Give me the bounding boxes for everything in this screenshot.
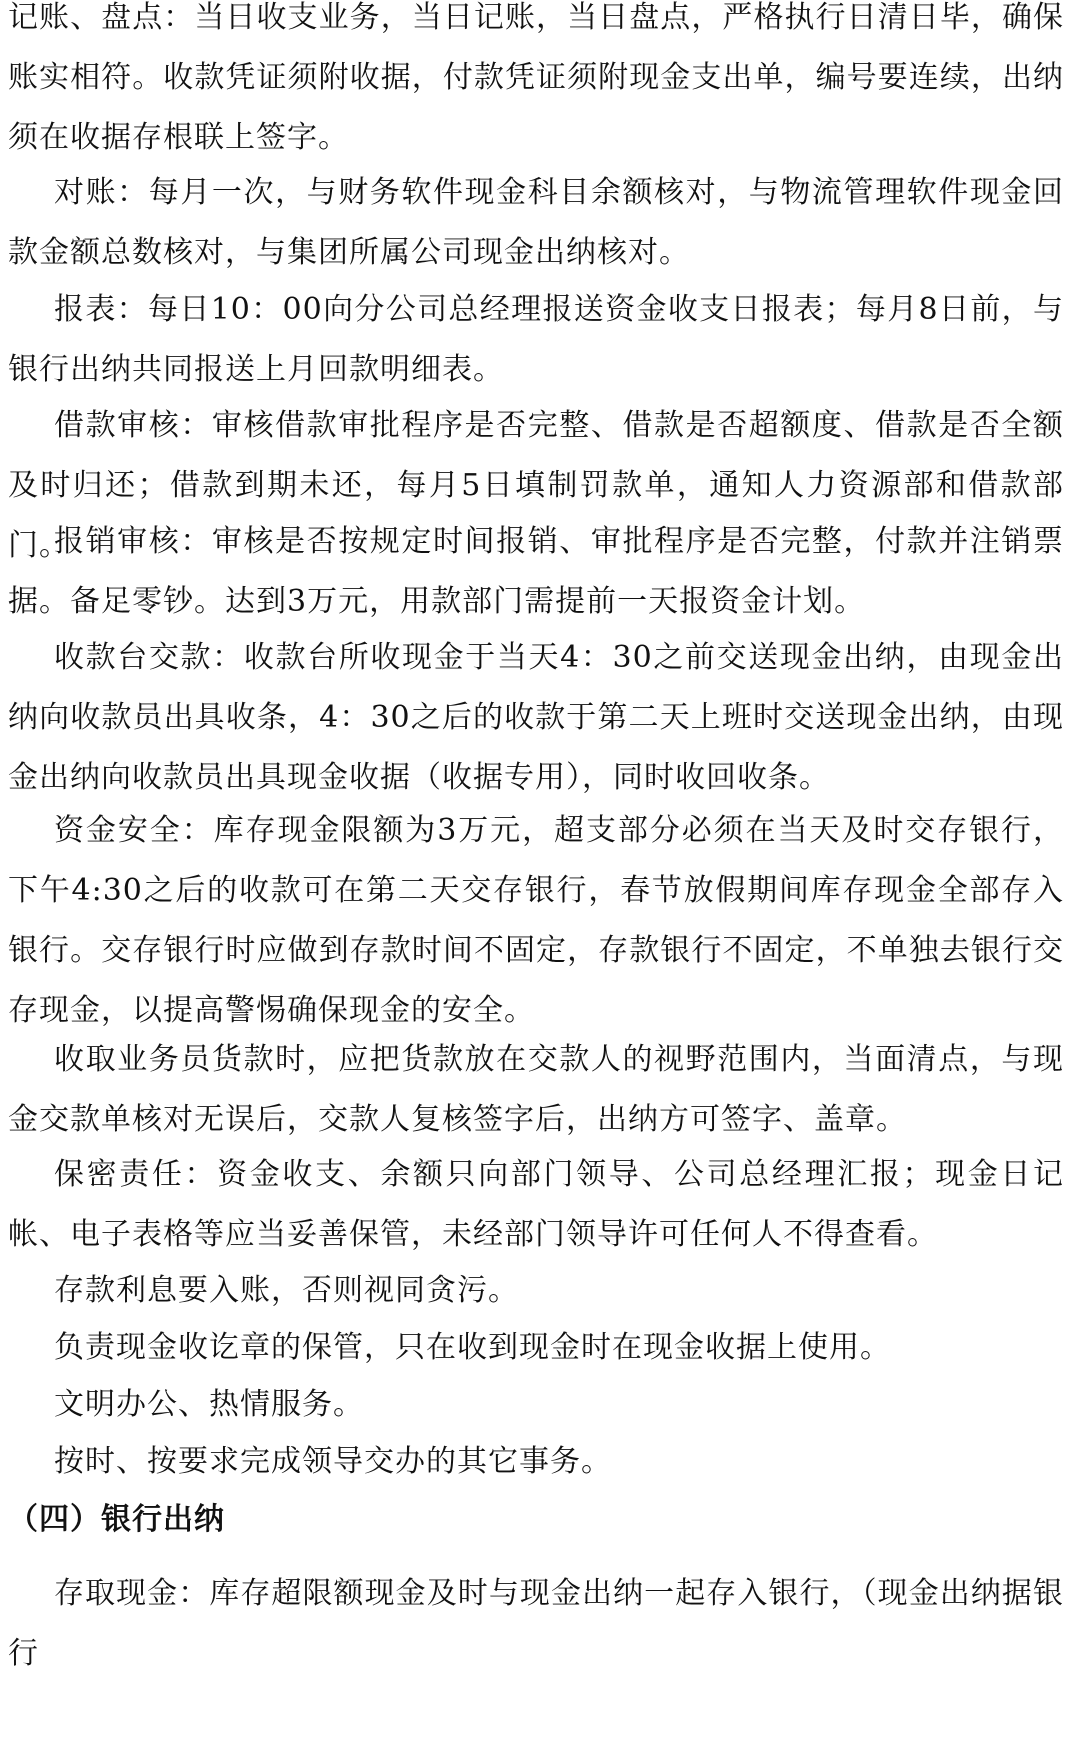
paragraph-payment-collection: 收取业务员货款时，应把货款放在交款人的视野范围内，当面清点，与现金交款单核对无误后，交款人复核签字后，出纳方可签字、盖章。 [8,1042,1064,1137]
paragraph-reports: 报表：每日10：00向分公司总经理报送资金收支日报表；每月8日前，与银行出纳共同报送上月回款明细表。 [8,292,1064,387]
paragraph-other-tasks: 按时、按要求完成领导交办的其它事务。 [54,1444,612,1479]
paragraph-service: 文明办公、热情服务。 [54,1387,364,1422]
paragraph-loan-review: 借款审核：审核借款审批程序是否完整、借款是否超额度、借款是否全额及时归还；借款到期未还，每月5日填制罚款单，通知人力资源部和借款部门。 [8,408,1064,563]
paragraph-reconciliation: 对账：每月一次，与财务软件现金科目余额核对，与物流管理软件现金回款金额总数核对，与集团所属公司现金出纳核对。 [8,175,1064,270]
paragraph-bookkeeping: 记账、盘点：当日收支业务，当日记账，当日盘点，严格执行日清日毕，确保账实相符。收款凭证须附收据，付款凭证须附现金支出单，编号要连续，出纳须在收据存根联上签字。 [8,0,1064,155]
paragraph-confidentiality: 保密责任：资金收支、余额只向部门领导、公司总经理汇报；现金日记帐、电子表格等应当妥善保管，未经部门领导许可任何人不得查看。 [8,1157,1064,1252]
paragraph-interest: 存款利息要入账，否则视同贪污。 [54,1273,519,1308]
section-heading: （四）银行出纳 [8,1502,225,1537]
paragraph-seal-custody: 负责现金收讫章的保管，只在收到现金时在现金收据上使用。 [54,1330,891,1365]
paragraph-fund-safety: 资金安全：库存现金限额为3万元，超支部分必须在当天及时交存银行，下午4:30之后的收款可在第二天交存银行，春节放假期间库存现金全部存入银行。交存银行时应做到存款时间不固定，存款银行不固定，不单独去银行交存现金，以提高警惕确保现金的安全。 [8,813,1064,1028]
paragraph-cashier-deposit: 收款台交款：收款台所收现金于当天4：30之前交送现金出纳，由现金出纳向收款员出具收条，4：30之后的收款于第二天上班时交送现金出纳，由现金出纳向收款员出具现金收据（收据专用），同时收回收条。 [8,640,1064,795]
paragraph-cash-deposit: 存取现金：库存超限额现金及时与现金出纳一起存入银行，（现金出纳据银行 [8,1576,1064,1671]
paragraph-reimbursement-review: 报销审核：审核是否按规定时间报销、审批程序是否完整，付款并注销票据。备足零钞。达到3万元，用款部门需提前一天报资金计划。 [8,524,1064,619]
